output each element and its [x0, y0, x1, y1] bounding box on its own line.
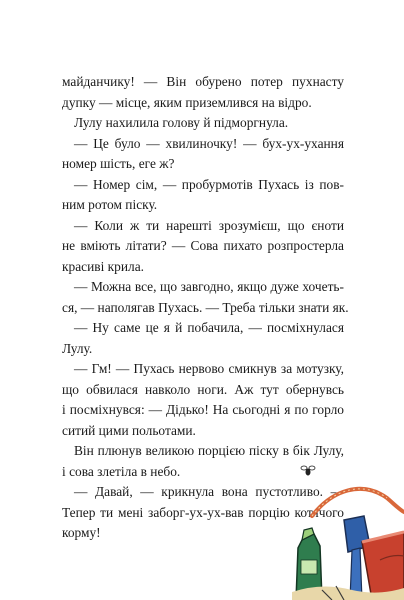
text-line: і сова злетіла в небо.	[62, 463, 181, 479]
text-line: ним ротом піску.	[62, 197, 158, 212]
text-line: — Ну саме це я й побачила, — посміхнулася	[74, 320, 344, 335]
text-line: ситий цими польотами.	[62, 422, 196, 438]
rope-icon	[312, 489, 404, 516]
text-line: — Номер сім, — пробурмотів Пухась із пов-	[74, 176, 344, 192]
text-line: — Це було — хвилиночку! — бух-ух-ухання	[74, 135, 344, 151]
text-line: Лулу нахилила голову й підморгнула.	[74, 115, 289, 130]
text-line: майданчику! — Він обурено потер пухнасту	[62, 74, 344, 89]
text-line: — Гм! — Пухась нервово смикнув за мотузку,	[74, 361, 344, 376]
text-line: Тепер ти мені заборг-ух-ух-вав порцію котячого	[62, 504, 344, 520]
text-line: Він плюнув великою порцією піску в бік Лулу,	[74, 443, 344, 458]
text-line: і посміхнувся: — Дідько! На сьогодні я по горло	[62, 402, 344, 417]
text-line: корму!	[62, 525, 101, 540]
text-line: ся, — наполягав Пухась. — Треба тільки знати як.	[62, 299, 349, 315]
text-line: не вміють літати? — Сова пихато розпростерла	[62, 238, 344, 253]
fly-icon	[301, 466, 315, 476]
sandbox-toys-illustration	[292, 450, 404, 600]
text-line: номер шість, еге ж?	[62, 156, 175, 171]
text-line: що обвилася навколо ноги. Аж тут обернувсь	[62, 381, 344, 397]
text-line: — Коли ж ти нарешті зрозумієш, що єноти	[74, 217, 344, 233]
text-line: Лулу.	[62, 340, 93, 356]
text-line: красиві крила.	[62, 258, 144, 274]
text-line: дупку — місце, яким приземлився на відро.	[62, 94, 312, 110]
text-line: — Давай, — крикнула вона пустотливо. —	[74, 484, 344, 499]
text-line: — Можна все, що завгодно, якщо дуже хочеть-	[74, 279, 344, 294]
